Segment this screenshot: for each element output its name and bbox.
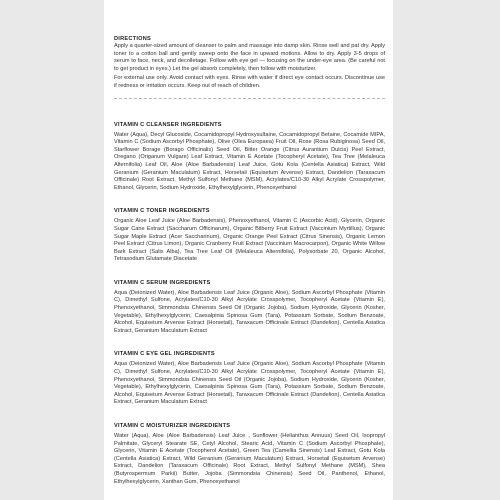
serum-ingredients-heading: VITAMIN C SERUM INGREDIENTS bbox=[114, 279, 211, 286]
serum-ingredients-section bbox=[114, 280, 385, 336]
toner-ingredients-heading: VITAMIN C TONER INGREDIENTS bbox=[114, 208, 210, 215]
serum-ingredients-list: Aqua (Deionized Water), Aloe Barbadensis Leaf Juice (Organic Aloe), Sodium Ascorbyl Phosphate (Vitamin C), Dimethyl Sulfone, Acrylates/C10-30 Alkyl Acrylate Crosspolymer, Tocopheryl Acetate (Vitamin E), Phenoxyethanol, Simmondsia Chinensis Seed Oil (Organic Jojoba), Sodium Hydroxide, Glycerin (Kosher, Vegetable), Ethylhexylglycerin, Caesalpinia Spinosa Gum (Tara), Potassium Sorbate, Sodium Benzoate, Alcohol, Equisetum Arvense Extract (Horsetail), Taraxacum Officinale Extract (Dandelion), Centella Asiatica Extract, Geranium Maculatum Extract bbox=[114, 289, 385, 334]
eye-gel-ingredients-list: Aqua (Deionized Water), Aloe Barbadensis Leaf Juice (Organic Aloe), Sodium Ascorbyl Phosphate (Vitamin C), Dimethyl Sulfone, Acrylates/C10-30 Alkyl Acrylate Crosspolymer, Tocopheryl Acetate (Vitamin E), Phenoxyethanol, Simmondsia Chinensis Seed Oil (Organic Jojoba), Sodium Hydroxide, Glycerin (Kosher, Vegetable), Ethylhexylglycerin, Caesalpinia Spinosa Gum (Tara), Potassium Sorbate, Sodium Benzoate, Alcohol, Equisetum Arvense Extract (Horsetail), Taraxacum Officinale Extract (Dandelion), Centella Asiatica Extract, Geranium Maculatum Extract bbox=[114, 361, 385, 406]
directions-section bbox=[114, 36, 385, 91]
eye-gel-ingredients-section bbox=[114, 351, 385, 407]
toner-ingredients-list: Organic Aloe Leaf Juice (Aloe Barbadensis), Phenoxyethanol, Vitamin C (Ascorbic Acid), Glycerin, Organic Sugar Cane Extract (Saccharum Officinarum), Organic Bilberry Fruit Extract (Vaccinium Myrtillus), Organic Sugar Maple Extract (Acer Saccharinum), Organic Orange Peel Extract (Citrus Sinensis), Organic Lemon Peel Extract (Citrus Limon), Organic Cranberry Fruit Extract (Vaccinium Macrocarpon), Organic White Willow Bark Extract (Salix Alba), Tea Tree Leaf Oil (Melaleuca Alternifolia), Polysorbate 20, Organic Alcohol, Tetrasodium Glutamate Diacetate bbox=[114, 218, 385, 263]
moisturizer-ingredients-heading: VITAMIN C MOISTURIZER INGREDIENTS bbox=[114, 423, 231, 429]
caution-text: For external use only. Avoid contact with eyes. Rinse with water if direct eye contact occurs. Discontinue use if redness or irritation occurs. Keep out of reach of children. bbox=[114, 75, 385, 89]
cleanser-ingredients-heading: VITAMIN C CLEANSER INGREDIENTS bbox=[114, 121, 222, 128]
ingredients-label-card bbox=[104, 0, 393, 500]
dashed-divider bbox=[114, 98, 385, 99]
eye-gel-ingredients-heading: VITAMIN C EYE GEL INGREDIENTS bbox=[114, 351, 215, 358]
toner-ingredients-section bbox=[114, 208, 385, 264]
moisturizer-ingredients-section bbox=[114, 423, 385, 486]
moisturizer-ingredients-list: Water (Aqua), Aloe (Aloe Barbadensis) Leaf Juice , Sunflower (Helianthus Annuus) Seed Oil, Isopropyl Palmitate, Glyceryl Stearate SE, Cetyl Alcohol, Stearic Acid, Vitamin C (Sodium Ascorbyl Phosphate), Glycerin, Vitamin E Acetate (Tocopherol Acetate), Green Tea (Camellia Sinensis) Leaf Extract, Gotu Kola (Centella Asiatica) Extract, Wild Geranium (Geranium Maculatum) Extract, Horsetail (Equisetum Arvense) Extract, Dandelion (Taraxacum Officinale) Root Extract, Methyl Sulfonyl Methane (MSM), Shea (Butyrospermum Parkii) Butter, Jojoba (Simmondsia Chinensis) Seed Oil, Panthenol, Ethanol, Ethylhexylglycerin, Xanthan Gum, Phenoxyethanol bbox=[114, 433, 385, 485]
cleanser-ingredients-list: Water (Aqua), Decyl Glucoside, Cocamidopropyl Hydroxysultaine, Cocamidopropyl Betaine, Cocamide MIPA, Vitamin C (Sodium Ascorbyl Phosphate), Olive (Olea Europaea) Fruit Oil, Rose (Rosa Rubiginosa) Seed Oil, Starflower Borage (Borago Officinalis) Seed Oil, Bitter Orange (Citrus Aurantium Dulcis) Peel Extract, Oregano (Origanum Vulgare) Leaf Extract, Vitamin E Acetate (Tocopheryl Acetate), Tea Tree (Melaleuca Alternifolia) Leaf Oil, Aloe (Aloe Barbadensis) Leaf Juice, Gotu Kola (Centella Asiatica) Extract, Wild Geranium (Geranium Maculatum) Extract, Horsetail (Equisetum Arvense) Extract, Dandelion (Taraxacum Officinale) Root Extract, Methyl Sulfonyl Methane (MSM), Acrylates/C10-30 Alkyl Acrylate Crosspolymer, Ethanol, Glycerin, Sodium Hydroxide, Ethylhexylglycerin, Phenoxyethanol bbox=[114, 131, 385, 191]
directions-heading: DIRECTIONS bbox=[114, 36, 151, 42]
cleanser-ingredients-section bbox=[114, 122, 385, 193]
directions-text: Apply a quarter-sized amount of cleanser to palm and massage into damp skin. Rinse well and pat dry. Apply toner to a cotton ball and gently sweep onto the face in upward motions. Allow to dry. Apply 3-5 drops of serum to face, neck, and decolletage. Follow with eye gel — focusing on the under-eye area. (Be careful not to get product in eyes.) Let the gel absorb completely, then follow with moisturizer. bbox=[114, 43, 385, 72]
